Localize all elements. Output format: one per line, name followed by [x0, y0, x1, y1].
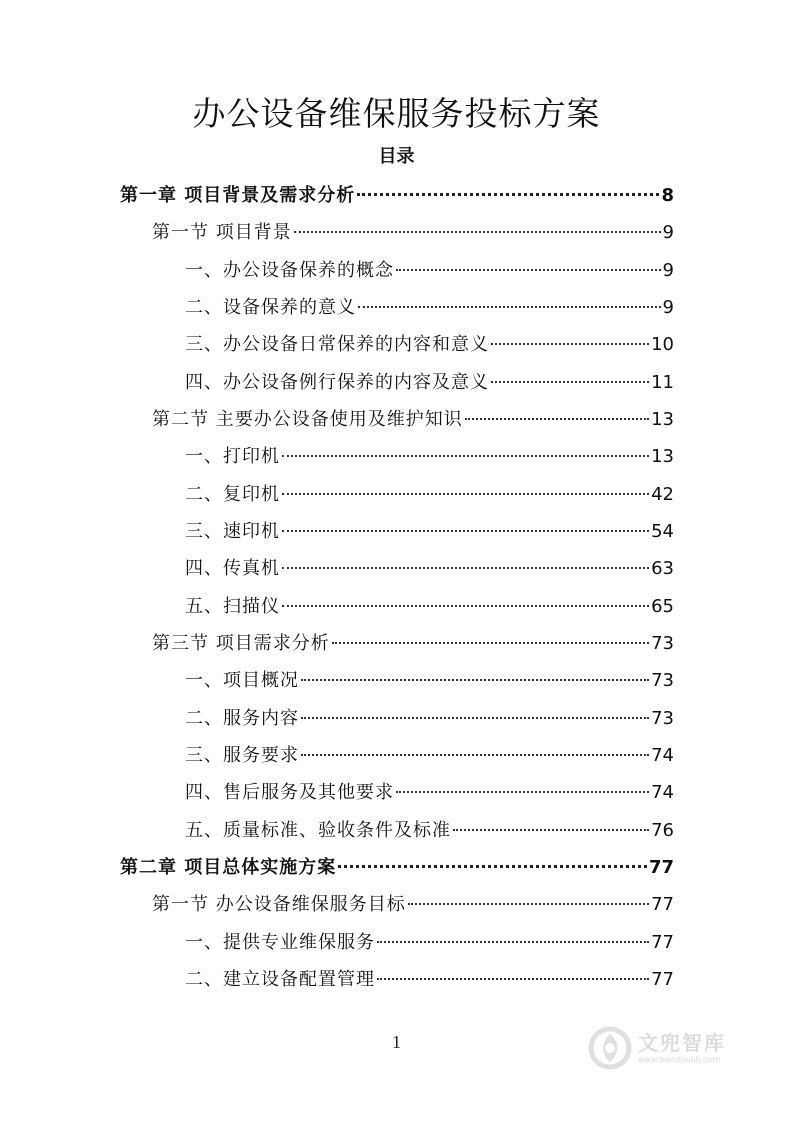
toc-entry-page: 13	[651, 408, 674, 430]
toc-entry[interactable]	[0, 177, 793, 214]
toc-leader-dots	[301, 717, 649, 719]
toc-entry-title: 一、项目概况	[185, 670, 299, 692]
toc-entry[interactable]	[0, 438, 793, 475]
toc-heading: 目录	[378, 146, 415, 167]
toc-leader-dots	[396, 791, 649, 793]
toc-entry-page: 77	[651, 894, 674, 916]
toc-entry-title: 三、办公设备日常保养的内容和意义	[185, 334, 489, 356]
toc-entry-page: 9	[662, 222, 674, 244]
toc-leader-dots	[301, 754, 649, 756]
toc-entry-page: 65	[651, 595, 674, 617]
table-of-contents	[0, 177, 793, 998]
toc-entry-page: 74	[651, 744, 674, 766]
toc-leader-dots	[282, 493, 649, 495]
toc-entry-page: 63	[651, 558, 674, 580]
toc-entry-page: 73	[651, 707, 674, 729]
toc-entry-page: 77	[651, 968, 674, 990]
toc-entry-title: 一、提供专业维保服务	[185, 931, 375, 953]
toc-entry[interactable]	[0, 401, 793, 438]
toc-entry[interactable]	[0, 924, 793, 961]
toc-entry-title: 三、服务要求	[185, 744, 299, 766]
toc-entry[interactable]	[0, 364, 793, 401]
toc-entry[interactable]	[0, 588, 793, 625]
toc-entry-page: 10	[651, 334, 674, 356]
toc-entry[interactable]	[0, 476, 793, 513]
toc-leader-dots	[358, 306, 661, 308]
toc-leader-dots	[282, 567, 649, 569]
toc-entry-page: 76	[651, 819, 674, 841]
toc-entry[interactable]	[0, 812, 793, 849]
toc-entry[interactable]	[0, 625, 793, 662]
toc-entry-title: 第一节 办公设备维保服务目标	[152, 894, 406, 916]
toc-leader-dots	[282, 455, 649, 457]
toc-entry-page: 9	[662, 259, 674, 281]
toc-leader-dots	[332, 642, 649, 644]
toc-entry-page: 9	[662, 296, 674, 318]
toc-entry[interactable]	[0, 886, 793, 923]
toc-entry-page: 54	[651, 520, 674, 542]
watermark-name: 文兜智库	[638, 1031, 726, 1055]
toc-entry[interactable]	[0, 513, 793, 550]
toc-entry[interactable]	[0, 737, 793, 774]
toc-entry-title: 第三节 项目需求分析	[152, 632, 330, 654]
toc-entry-title: 三、速印机	[185, 520, 280, 542]
toc-entry-page: 74	[651, 782, 674, 804]
toc-entry-title: 第一章 项目背景及需求分析	[120, 185, 356, 206]
toc-leader-dots	[491, 381, 649, 383]
toc-leader-dots	[282, 530, 649, 532]
toc-entry[interactable]	[0, 214, 793, 251]
toc-entry-page: 77	[651, 931, 674, 953]
toc-entry-title: 第一节 项目背景	[152, 222, 292, 244]
toc-entry-title: 五、扫描仪	[185, 595, 280, 617]
toc-leader-dots	[301, 679, 649, 681]
toc-entry-page: 42	[651, 483, 674, 505]
toc-leader-dots	[408, 903, 649, 905]
toc-leader-dots	[357, 193, 659, 196]
wendou-logo-icon	[588, 1026, 632, 1070]
toc-leader-dots	[294, 231, 661, 233]
toc-leader-dots	[453, 829, 649, 831]
toc-entry-title: 第二章 项目总体实施方案	[120, 856, 337, 878]
toc-entry-page: 13	[651, 446, 674, 468]
watermark-url: www.wendoulib.com	[638, 1055, 721, 1064]
toc-leader-dots	[377, 941, 649, 943]
toc-leader-dots	[338, 865, 647, 868]
toc-entry[interactable]	[0, 662, 793, 699]
toc-entry[interactable]	[0, 774, 793, 811]
toc-entry-title: 一、办公设备保养的概念	[185, 259, 394, 281]
toc-entry-title: 二、复印机	[185, 483, 280, 505]
toc-leader-dots	[491, 343, 649, 345]
toc-entry[interactable]	[0, 550, 793, 587]
toc-leader-dots	[377, 978, 649, 980]
toc-entry-page: 11	[651, 371, 674, 393]
toc-entry[interactable]	[0, 289, 793, 326]
toc-entry-title: 四、售后服务及其他要求	[185, 782, 394, 804]
toc-entry-page: 73	[651, 632, 674, 654]
toc-entry-title: 五、质量标准、验收条件及标准	[185, 819, 451, 841]
toc-entry-page: 73	[651, 670, 674, 692]
toc-entry-title: 第二节 主要办公设备使用及维护知识	[152, 408, 463, 430]
page-number: 1	[392, 1032, 401, 1052]
watermark	[588, 1020, 758, 1076]
toc-entry[interactable]	[0, 961, 793, 998]
toc-entry[interactable]	[0, 849, 793, 886]
toc-entry[interactable]	[0, 252, 793, 289]
toc-entry-title: 二、设备保养的意义	[185, 296, 356, 318]
toc-leader-dots	[282, 605, 649, 607]
toc-entry-title: 四、办公设备例行保养的内容及意义	[185, 371, 489, 393]
toc-entry-title: 四、传真机	[185, 558, 280, 580]
toc-entry-title: 一、打印机	[185, 446, 280, 468]
toc-entry[interactable]	[0, 326, 793, 363]
toc-entry-page: 8	[661, 185, 674, 206]
toc-entry[interactable]	[0, 700, 793, 737]
toc-entry-title: 二、服务内容	[185, 707, 299, 729]
toc-entry-title: 二、建立设备配置管理	[185, 968, 375, 990]
toc-leader-dots	[396, 269, 661, 271]
toc-leader-dots	[465, 418, 649, 420]
toc-entry-page: 77	[648, 856, 674, 878]
document-title: 办公设备维保服务投标方案	[192, 94, 601, 133]
